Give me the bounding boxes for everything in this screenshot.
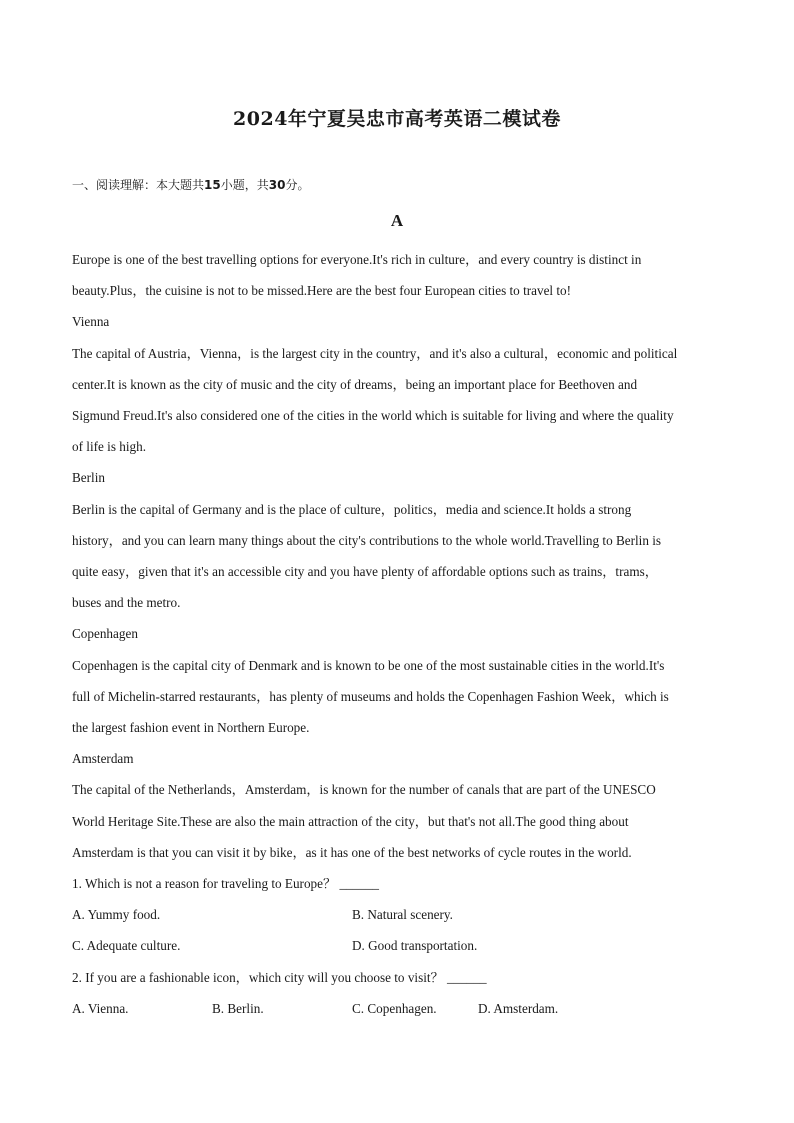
passage-body [72, 244, 720, 1024]
section-prefix: 一、阅读理解：本大题共 [72, 178, 205, 192]
paragraph-line: Amsterdam is that you can visit it by bike，as it has one of the best networks of cycle routes in the world. [72, 844, 632, 860]
passage-label: A [390, 211, 404, 230]
paragraph-line: World Heritage Site.These are also the main attraction of the city，but that's not all.The good thing about [72, 813, 629, 829]
paragraph-line: full of Michelin-starred restaurants，has plenty of museums and holds the Copenhagen Fashion Week，which is [72, 688, 669, 704]
question-options [72, 930, 720, 961]
paragraph-line: the largest fashion event in Northern Europe. [72, 720, 310, 736]
question-stem: 1. Which is not a reason for traveling to Europe？ ______ [72, 876, 380, 892]
paragraph-line: of life is high. [72, 439, 146, 455]
paragraph-line: quite easy，given that it's an accessible city and you have plenty of affordable options such as trains，trams， [72, 564, 658, 580]
paragraph-line: Berlin is the capital of Germany and is the place of culture，politics，media and science.It holds a strong [72, 501, 632, 517]
paragraph-line: buses and the metro. [72, 595, 181, 611]
question-options [72, 993, 720, 1024]
option-b: B. Natural scenery. [352, 907, 453, 923]
paragraph-line: Sigmund Freud.It's also considered one of the cities in the world which is suitable for living and where the quality [72, 408, 674, 424]
option-d: D. Good transportation. [352, 938, 478, 954]
section-suffix: 分。 [285, 178, 310, 192]
city-heading-vienna: Vienna [72, 314, 110, 330]
intro-line: beauty.Plus，the cuisine is not to be missed.Here are the best four European cities to travel to! [72, 283, 572, 299]
option-a: A. Vienna. [72, 1000, 129, 1016]
question-options [72, 899, 720, 930]
city-heading-berlin: Berlin [72, 470, 105, 486]
section-score: 30 [268, 178, 286, 192]
option-c: C. Copenhagen. [352, 1000, 437, 1016]
city-heading-amsterdam: Amsterdam [72, 751, 134, 767]
question-stem: 2. If you are a fashionable icon，which city will you choose to visit？ ______ [72, 969, 487, 985]
option-c: C. Adequate culture. [72, 938, 181, 954]
paragraph-line: history，and you can learn many things about the city's contributions to the whole world.Travelling to Berlin is [72, 532, 662, 548]
paragraph-line: Copenhagen is the capital city of Denmark and is known to be one of the most sustainable cities in the world.It's [72, 657, 665, 673]
section-middle: 小题，共 [220, 178, 269, 192]
paragraph-line: center.It is known as the city of music and the city of dreams，being an important place for Beethoven and [72, 376, 638, 392]
paragraph-line: The capital of the Netherlands，Amsterdam，is known for the number of canals that are part of the UNESCO [72, 782, 656, 798]
option-a: A. Yummy food. [72, 907, 161, 923]
section-header [72, 176, 309, 193]
paragraph-line: The capital of Austria，Vienna，is the largest city in the country，and it's also a cultural，economic and political [72, 345, 678, 361]
intro-line: Europe is one of the best travelling options for everyone.It's rich in culture，and every country is distinct in [72, 252, 642, 267]
option-b: B. Berlin. [212, 1000, 264, 1016]
option-d: D. Amsterdam. [478, 1000, 559, 1016]
city-heading-copenhagen: Copenhagen [72, 626, 138, 642]
page-title: 2024年宁夏吴忠市高考英语二模试卷 [233, 108, 561, 130]
question-count: 15 [204, 178, 221, 192]
